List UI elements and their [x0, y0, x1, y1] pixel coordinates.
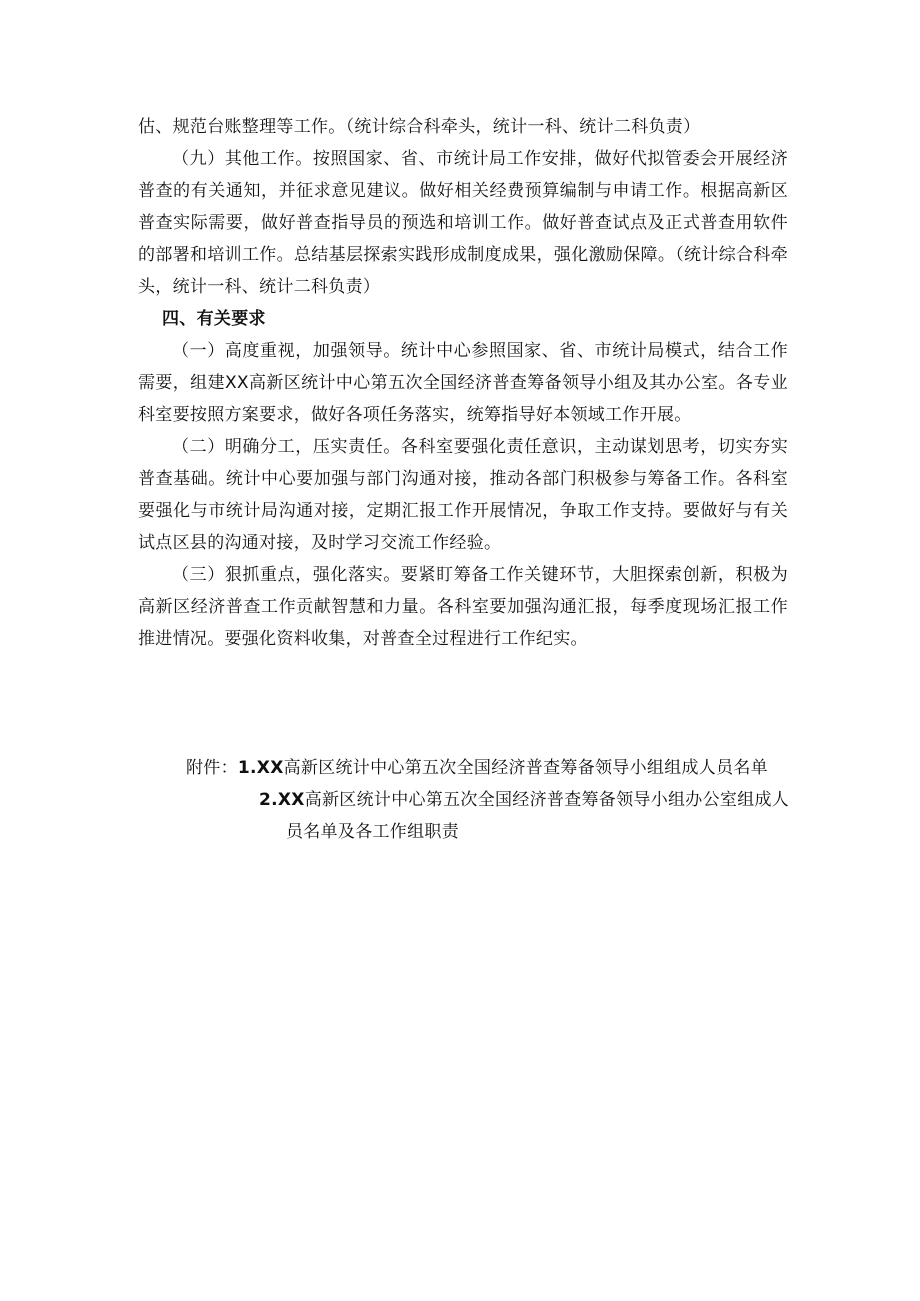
section-heading-requirements: 四、有关要求 — [162, 309, 266, 329]
attachment-2-title-line2: 员名单及各工作组职责 — [286, 822, 459, 842]
attachments-label: 附件： — [186, 758, 238, 778]
attachment-2-number: 2.XX — [259, 790, 305, 810]
document-body — [138, 111, 788, 655]
paragraph-other-work: （九）其他工作。按照国家、省、市统计局工作安排，做好代拟管委会开展经济普查的有关通知，并征求意见建议。做好相关经费预算编制与申请工作。根据高新区普查实际需要，做好普查指导员的预选和培训工作。做好普查试点及正式普查用软件的部署和培训工作。总结基层探索实践形成制度成果，强化激励保障。（统计综合科牵头，统计一科、统计二科负责） — [138, 149, 788, 297]
requirement-1: （一）高度重视，加强领导。统计中心参照国家、省、市统计局模式，结合工作需要，组建XX高新区统计中心第五次全国经济普查筹备领导小组及其办公室。各专业科室要按照方案要求，做好各项任务落实，统筹指导好本领域工作开展。 — [138, 341, 788, 425]
attachment-item-2 — [186, 784, 796, 816]
attachment-2-title-line1: 高新区统计中心第五次全国经济普查筹备领导小组办公室组成人 — [304, 790, 790, 810]
attachment-item-2-continued — [186, 816, 796, 848]
attachment-1-number: 1.XX — [237, 758, 284, 778]
attachments-list — [186, 752, 796, 848]
attachment-item-1 — [186, 752, 796, 784]
requirement-2: （二）明确分工，压实责任。各科室要强化责任意识，主动谋划思考，切实夯实普查基础。统计中心要加强与部门沟通对接，推动各部门积极参与筹备工作。各科室要强化与市统计局沟通对接，定期汇报工作开展情况，争取工作支持。要做好与有关试点区县的沟通对接，及时学习交流工作经验。 — [138, 437, 788, 553]
paragraph-continuation: 估、规范台账整理等工作。（统计综合科牵头，统计一科、统计二科负责） — [138, 117, 701, 137]
attachment-1-title: 高新区统计中心第五次全国经济普查筹备领导小组组成人员名单 — [283, 758, 769, 778]
requirement-3: （三）狠抓重点，强化落实。要紧盯筹备工作关键环节，大胆探索创新，积极为高新区经济普查工作贡献智慧和力量。各科室要加强沟通汇报，每季度现场汇报工作推进情况。要强化资料收集，对普查全过程进行工作纪实。 — [138, 565, 788, 649]
